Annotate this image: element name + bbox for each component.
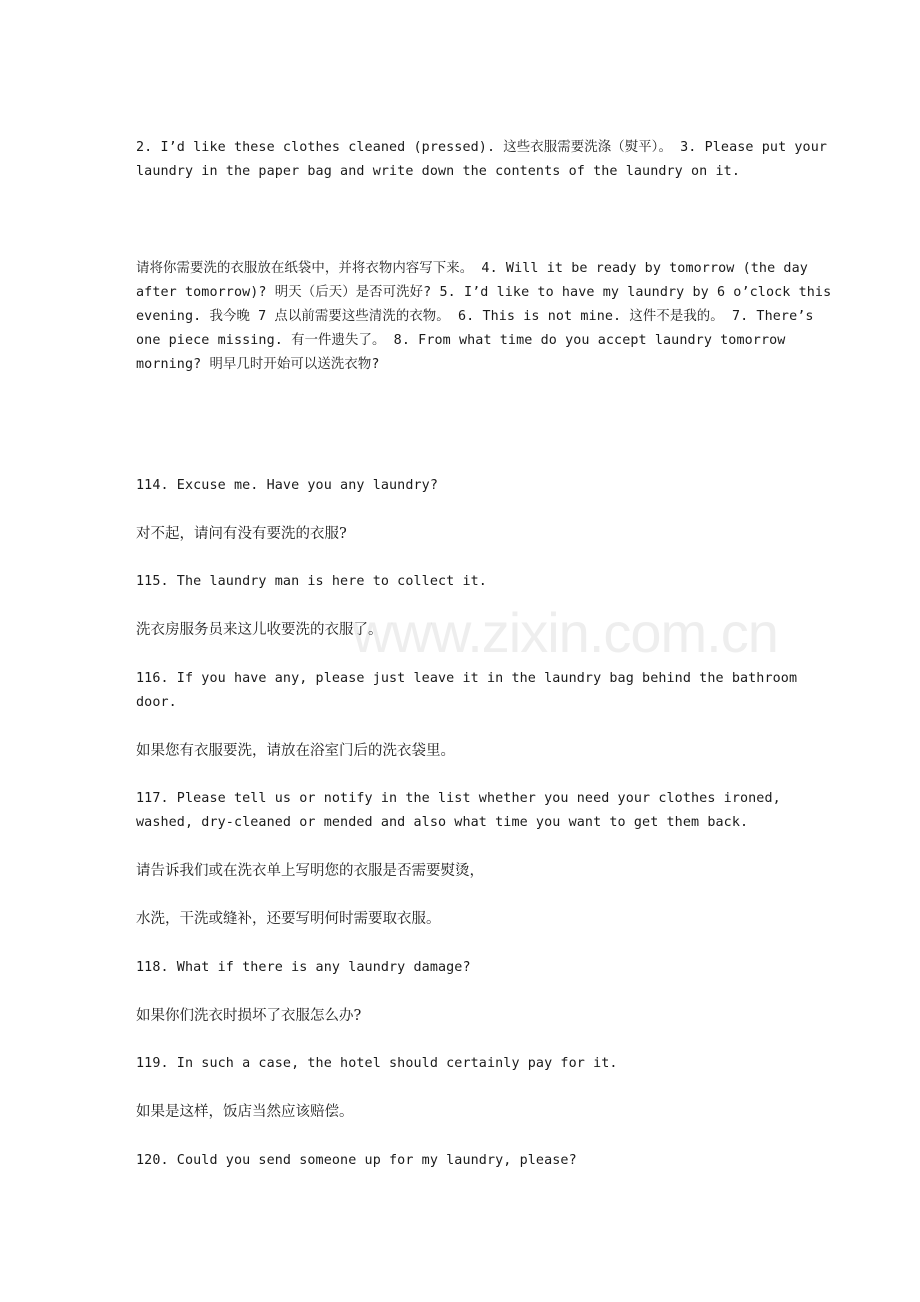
paragraph-intro: 2. I’d like these clothes cleaned (pressed). 这些衣服需要洗涤（熨平）。 3. Please put your laundry in the paper bag and write down the contents of the laundry on it. (136, 140, 836, 179)
paragraph-118-en: 118. What if there is any laundry damage? (136, 960, 471, 975)
paragraph-119-en: 119. In such a case, the hotel should certainly pay for it. (136, 1056, 618, 1071)
paragraph-119-zh: 如果是这样，饭店当然应该赔偿。 (136, 1104, 354, 1120)
paragraph-115-zh: 洗衣房服务员来这儿收要洗的衣服了。 (136, 622, 383, 638)
paragraph-phrases: 请将你需要洗的衣服放在纸袋中，并将衣物内容写下来。 4. Will it be ready by tomorrow (the day after tomorrow)? 明天（后天）是否可洗好? 5. I’d like to have my laundry by 6 o’clock this evening. 我今晚 7 点以前需要这些清洗的衣物。 6. This is not mine. 这件不是我的。 7. There’s one piece missing. 有一件遗失了。 8. From what time do you accept laundry tomorrow morning? 明早几时开始可以送洗衣物? (136, 261, 840, 372)
paragraph-114-zh: 对不起，请问有没有要洗的衣服? (136, 526, 347, 542)
paragraph-117-en: 117. Please tell us or notify in the list whether you need your clothes ironed, washed, dry-cleaned or mended and also what time you want to get them back. (136, 791, 789, 830)
watermark: www.zixin.com.cn (352, 601, 778, 664)
paragraph-117-zh-2: 水洗，干洗或缝补，还要写明何时需要取衣服。 (136, 911, 441, 927)
paragraph-116-zh: 如果您有衣服要洗，请放在浴室门后的洗衣袋里。 (136, 743, 455, 759)
paragraph-114-en: 114. Excuse me. Have you any laundry? (136, 478, 438, 493)
paragraph-116-en: 116. If you have any, please just leave it in the laundry bag behind the bathroom door. (136, 671, 806, 710)
paragraph-118-zh: 如果你们洗衣时损坏了衣服怎么办? (136, 1008, 362, 1024)
paragraph-120-en: 120. Could you send someone up for my laundry, please? (136, 1153, 577, 1168)
paragraph-115-en: 115. The laundry man is here to collect it. (136, 574, 487, 589)
paragraph-117-zh-1: 请告诉我们或在洗衣单上写明您的衣服是否需要熨烫， (136, 863, 484, 879)
